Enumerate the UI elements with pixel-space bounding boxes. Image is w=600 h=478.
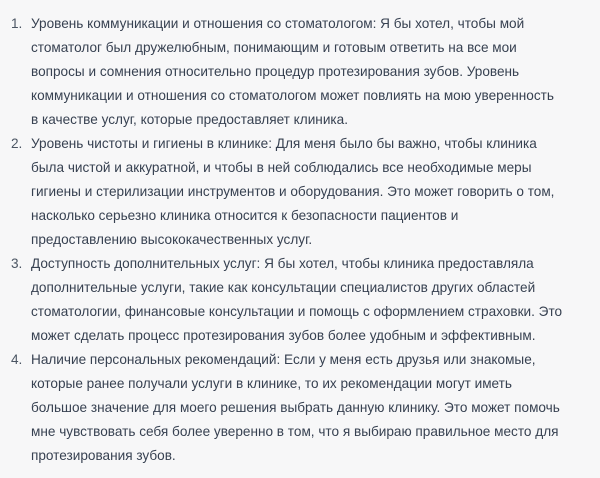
- list-item-text: протезирования зубов.: [31, 448, 176, 463]
- list-item: [0, 12, 600, 132]
- list-item-number: 3.: [11, 256, 23, 271]
- list-item-text: может сделать процесс протезирования зубов более удобным и эффективным.: [31, 328, 536, 343]
- list-item-text: Уровень коммуникации и отношения со стоматологом: Я бы хотел, чтобы мой: [31, 16, 525, 31]
- list-item-text: Наличие персональных рекомендаций: Если у меня есть друзья или знакомые,: [31, 352, 536, 367]
- list-item-text: в качестве услуг, которые предоставляет клиника.: [31, 112, 348, 127]
- list-item-text: коммуникации и отношения со стоматологом может повлиять на мою уверенность: [31, 88, 554, 103]
- list-item: [0, 348, 600, 468]
- list-item-text: гигиены и стерилизации инструментов и оборудования. Это может говорить о том,: [31, 184, 555, 199]
- list-item-text: стоматолог был дружелюбным, понимающим и готовым ответить на все мои: [31, 40, 517, 55]
- list-item-text: насколько серьезно клиника относится к безопасности пациентов и: [31, 208, 459, 223]
- list-item-text: Доступность дополнительных услуг: Я бы хотел, чтобы клиника предоставляла: [31, 256, 534, 271]
- list-item-number: 2.: [11, 136, 23, 151]
- list-item-text: вопросы и сомнения относительно процедур протезирования зубов. Уровень: [31, 64, 520, 79]
- list-item: [0, 252, 600, 348]
- list-item-text: стоматологии, финансовые консультации и помощь с оформлением страховки. Это: [31, 304, 563, 319]
- list-item-number: 4.: [11, 352, 23, 367]
- list-item-text: предоставлению высококачественных услуг.: [31, 232, 313, 247]
- list-item-text: была чистой и аккуратной, и чтобы в ней соблюдались все необходимые меры: [31, 160, 532, 175]
- list-item-text: дополнительные услуги, такие как консультации специалистов других областей: [31, 280, 536, 295]
- list-item-text: которые ранее получали услуги в клинике, то их рекомендации могут иметь: [31, 376, 512, 391]
- numbered-list: [0, 12, 600, 468]
- list-item-number: 1.: [11, 16, 23, 31]
- list-item-text: большое значение для моего решения выбрать данную клинику. Это может помочь: [31, 400, 560, 415]
- list-item: [0, 132, 600, 252]
- list-item-text: Уровень чистоты и гигиены в клинике: Для меня было бы важно, чтобы клиника: [31, 136, 537, 151]
- list-item-text: мне чувствовать себя более уверенно в том, что я выбираю правильное место для: [31, 424, 559, 439]
